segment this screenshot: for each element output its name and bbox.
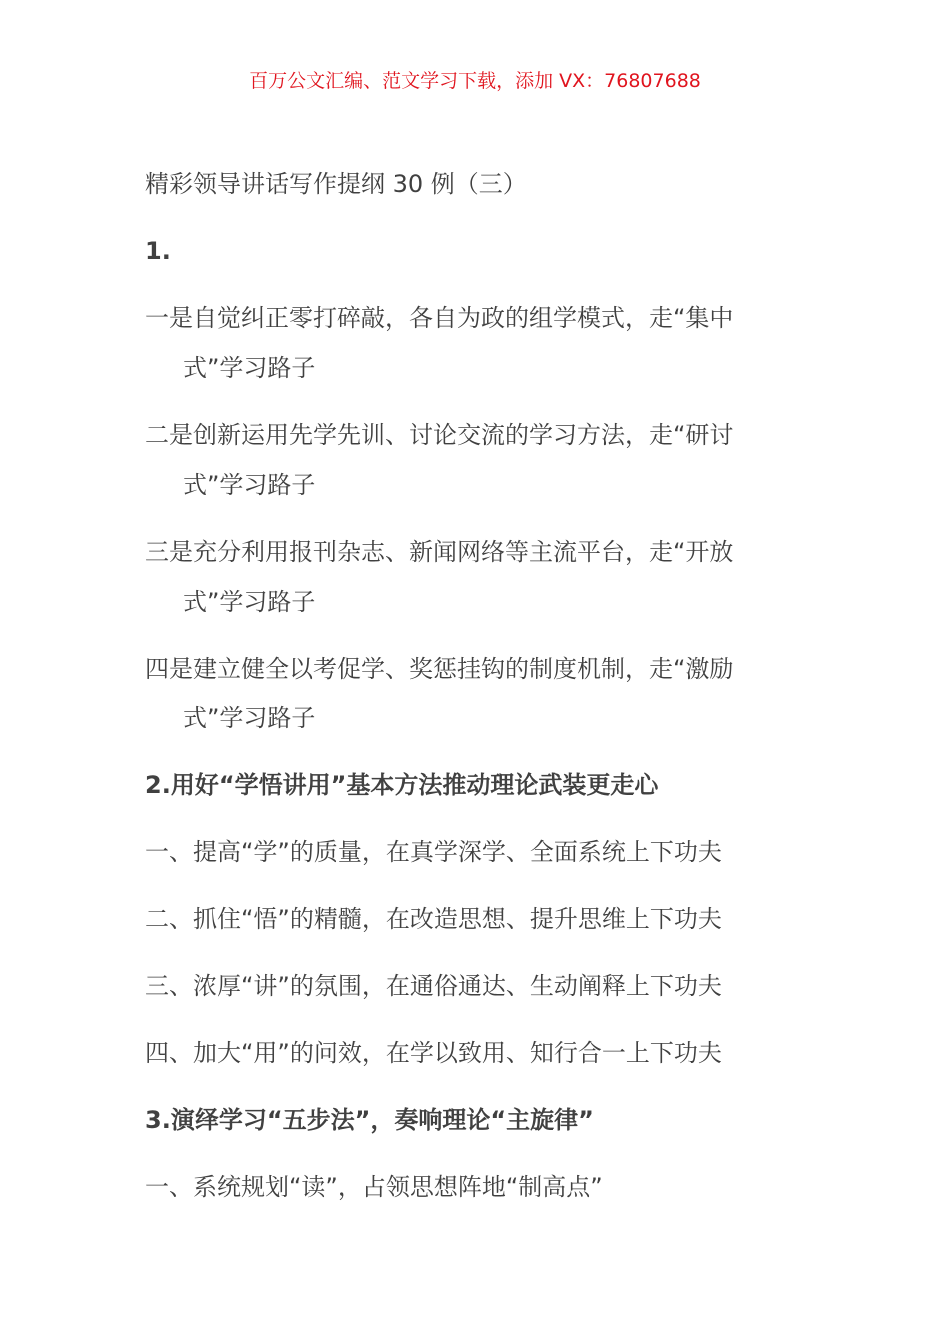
paragraph-line: 式”学习路子 (183, 471, 316, 499)
paragraph-line: 一是自觉纠正零打碎敲，各自为政的组学模式，走“集中 (145, 304, 734, 332)
paragraph-line: 三是充分利用报刊杂志、新闻网络等主流平台，走“开放 (145, 538, 734, 566)
list-item: 一、系统规划“读”，占领思想阵地“制高点” (145, 1173, 603, 1201)
document-title: 精彩领导讲话写作提纲 30 例（三） (145, 170, 527, 198)
list-item: 一、提高“学”的质量，在真学深学、全面系统上下功夫 (145, 838, 722, 866)
section-1-heading: 1. (145, 237, 171, 265)
section-3-heading: 3.演绎学习“五步法”，奏响理论“主旋律” (145, 1106, 594, 1134)
paragraph-line: 式”学习路子 (183, 704, 316, 732)
list-item: 四、加大“用”的问效，在学以致用、知行合一上下功夫 (145, 1039, 722, 1067)
paragraph-line: 式”学习路子 (183, 588, 316, 616)
paragraph-line: 四是建立健全以考促学、奖惩挂钩的制度机制，走“激励 (145, 655, 734, 683)
list-item: 三、浓厚“讲”的氛围，在通俗通达、生动阐释上下功夫 (145, 972, 722, 1000)
section-2-heading: 2.用好“学悟讲用”基本方法推动理论武装更走心 (145, 771, 659, 799)
watermark-header: 百万公文汇编、范文学习下载，添加 VX：76807688 (249, 70, 701, 92)
paragraph-line: 式”学习路子 (183, 354, 316, 382)
list-item: 二、抓住“悟”的精髓，在改造思想、提升思维上下功夫 (145, 905, 722, 933)
paragraph-line: 二是创新运用先学先训、讨论交流的学习方法，走“研讨 (145, 421, 734, 449)
